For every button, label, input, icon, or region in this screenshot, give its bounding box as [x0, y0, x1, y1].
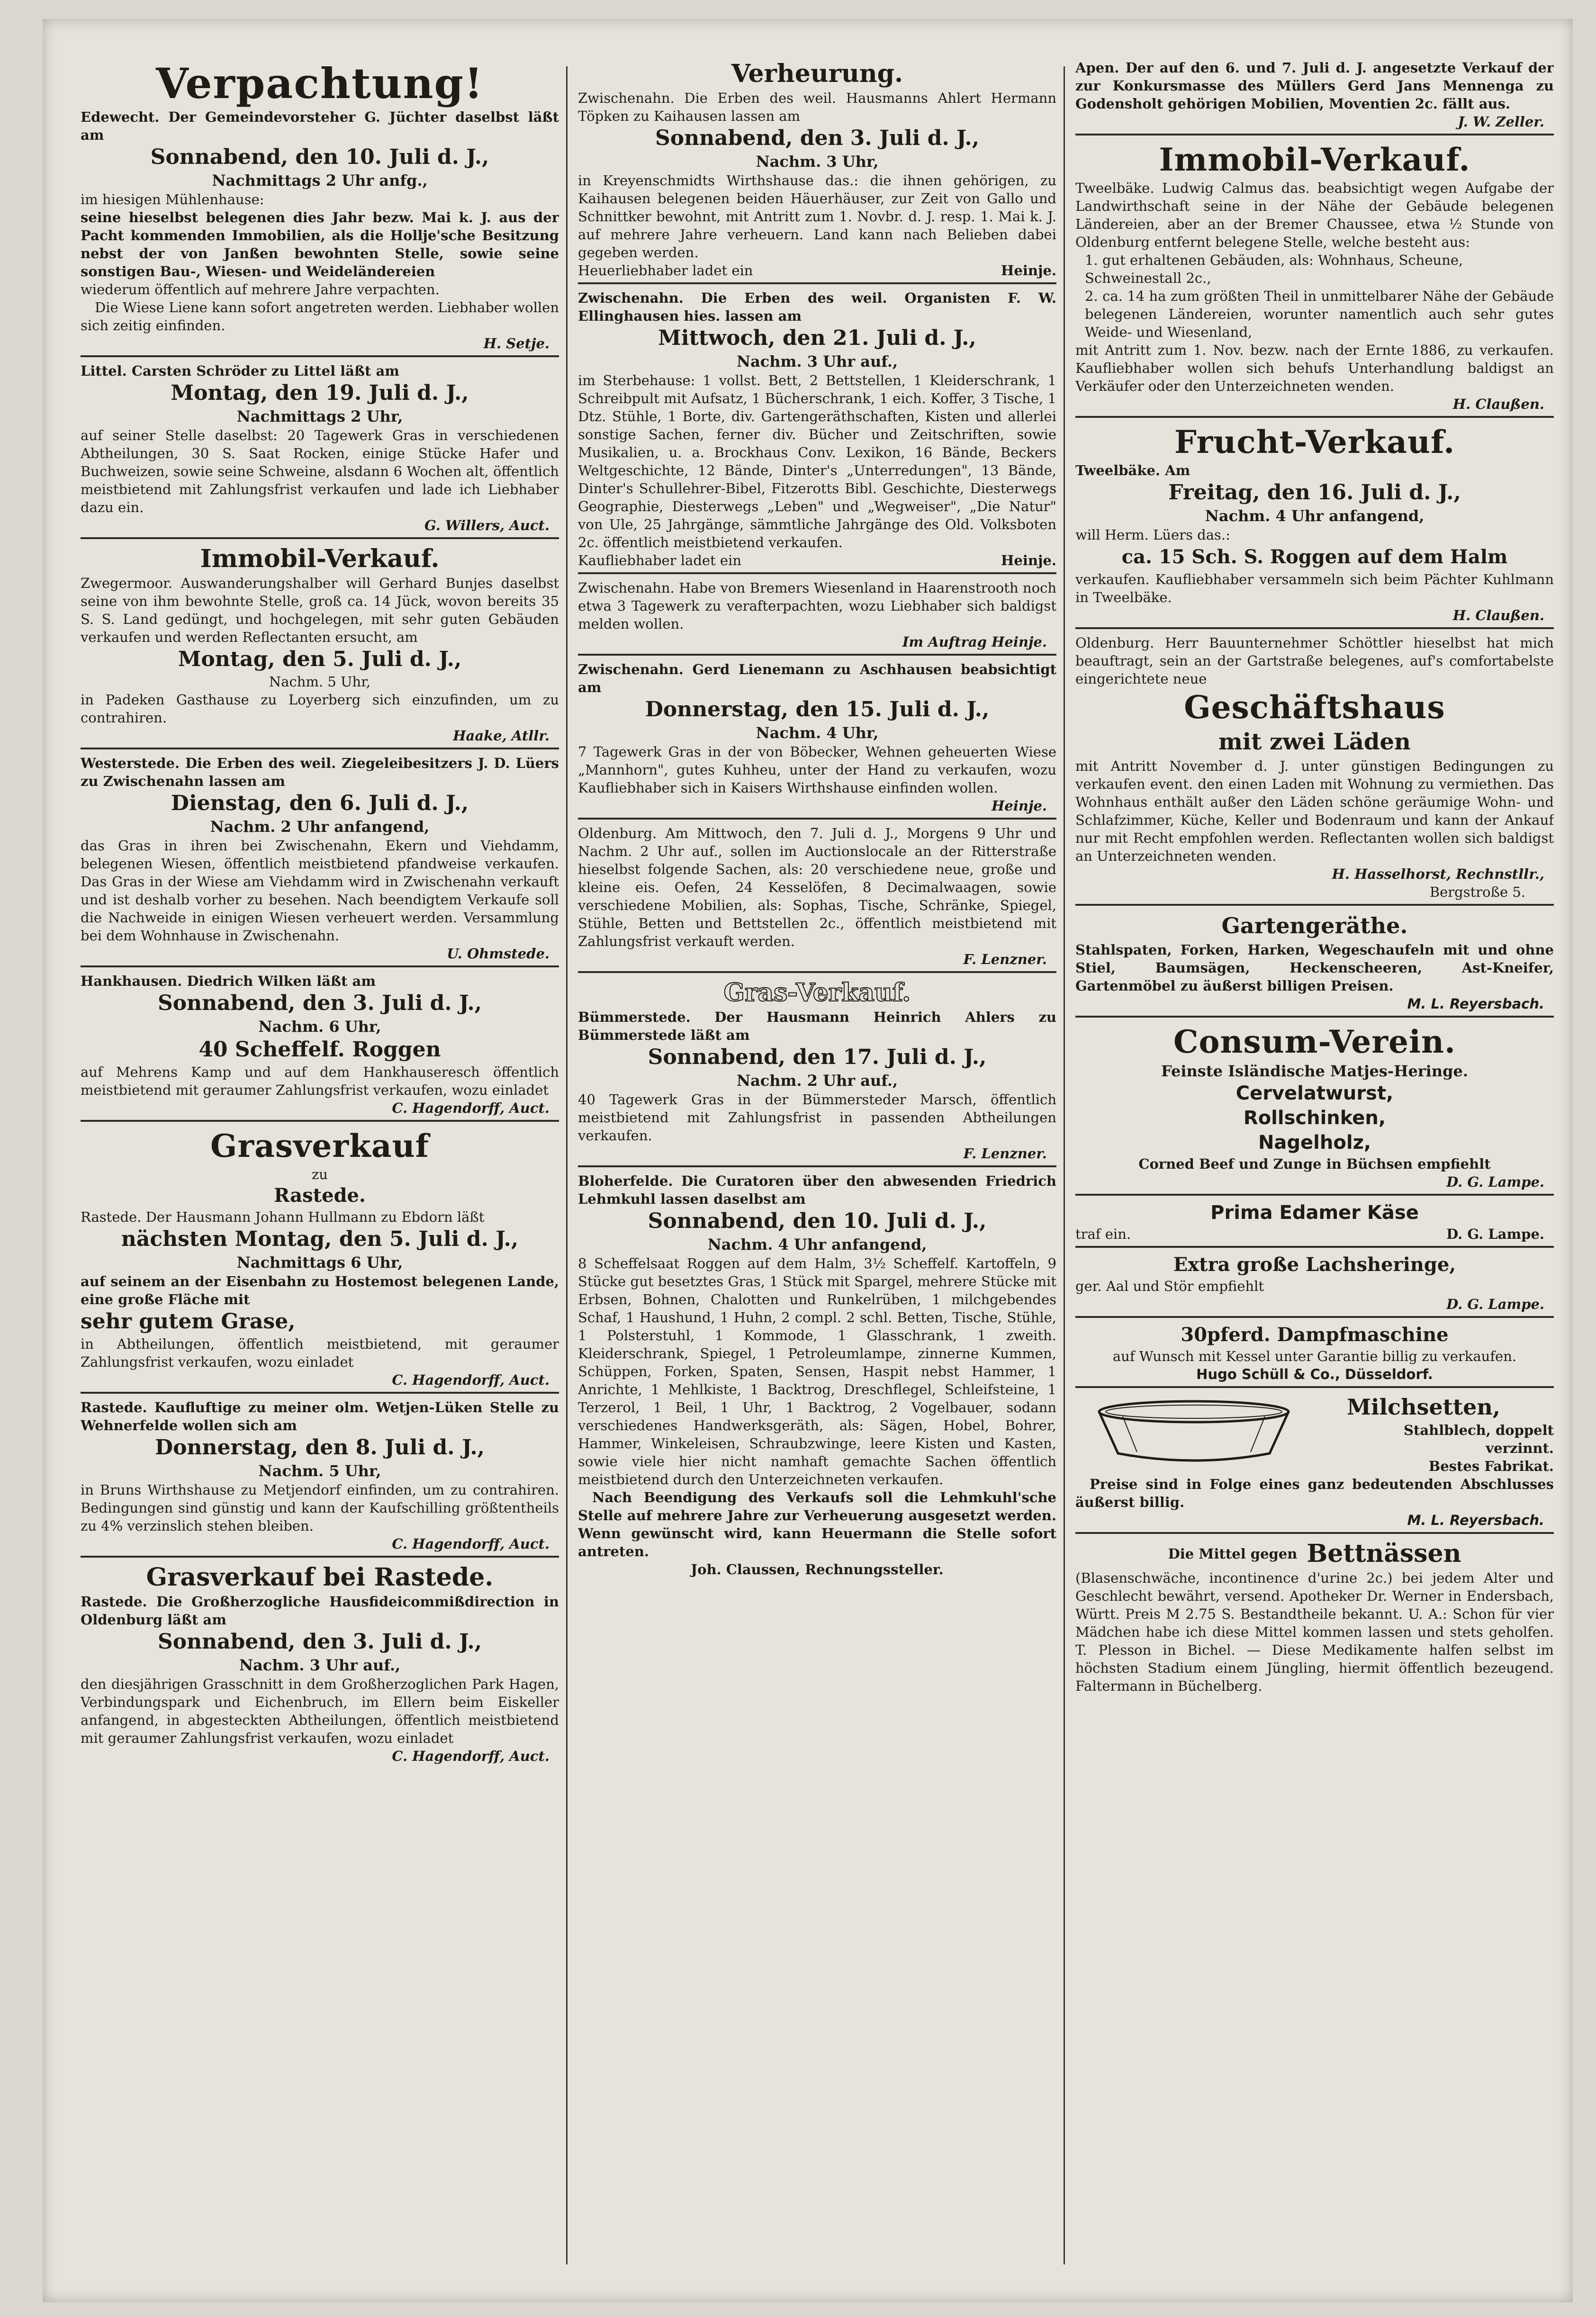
ad-product: Nagelholz, — [1258, 1132, 1371, 1154]
ad-time: Nachmittags 2 Uhr anfg., — [212, 171, 428, 189]
ad-intro: Bümmerstede. Der Hausmann Heinrich Ahlers zu Bümmerstede läßt am — [578, 1009, 1056, 1043]
ad-date: Montag, den 5. Juli d. J., — [178, 647, 462, 671]
ad-text: mit Antritt November d. J. unter günstigen Bedingungen zu verkaufen event. den einen Laden mit Wohnung zu vermiethen. Das Wohnhaus enthält außer den Läden schöne geräumige Wohn- und Schlafzimmer, Küche, Keller und Bodenraum und kann der Ankauf nur mit Recht empfohlen werden. Reflectanten wollen sich baldigst an Unterzeichneten wenden. — [1075, 758, 1554, 864]
ad-text: Die Wiese Liene kann sofort angetreten werden. Liebhaber wollen sich zeitig einfinden. — [81, 299, 559, 334]
ad-text: das Gras in ihren bei Zwischenahn, Ekern und Viehdamm, belegenen Wiesen, öffentlich meistbietend pfandweise verkaufen. Das Gras in der Wiese am Viehdamm wird in Zwischenahn verkauft und ist deshalb vorher zu besehen. Nach beendigtem Verkaufe soll die Nachweide in einigen Wiesen verheuert werden. Versammlung bei dem Wohnhause in Zwischenahn. — [81, 838, 559, 944]
ad-heading: 30pferd. Dampfmaschine — [1181, 1324, 1449, 1346]
ad-time: Nachm. 4 Uhr, — [756, 724, 879, 742]
ad-heading: Gras-Verkauf. — [723, 978, 911, 1007]
ad-verheuerung — [578, 57, 1056, 284]
ad-text: in Bruns Wirthshause zu Metjendorf einfinden, um zu contrahiren. Bedingungen sind günstig und kann der Kaufschilling größtentheils zu 4% verzinslich stehen bleiben. — [81, 1482, 559, 1534]
ad-westerstede — [81, 752, 559, 967]
ad-signature: Im Auftrag Heinje. — [902, 634, 1047, 650]
ad-gras-verkauf — [578, 976, 1056, 1167]
ad-text: auf Mehrens Kamp und auf dem Hankhauseresch öffentlich meistbietend mit geraumer Zahlungsfrist verkaufen, wozu einladet — [81, 1064, 559, 1098]
ad-time: Nachm. 5 Uhr, — [269, 674, 371, 690]
ad-text: auf seinem an der Eisenbahn zu Hostemost belegenen Lande, eine große Fläche mit — [81, 1273, 559, 1307]
ad-date: Sonnabend, den 3. Juli d. J., — [157, 1630, 482, 1654]
ad-bett-title — [1075, 1539, 1554, 1569]
ad-signature: H. Hasselhorst, Rechnstllr., — [1332, 866, 1544, 882]
ad-heading: Verheurung. — [731, 59, 903, 88]
ad-bloherfelde — [578, 1170, 1056, 1581]
ad-heading: Bettnässen — [1307, 1539, 1461, 1568]
ad-text: Zwischenahn. Habe von Bremers Wiesenland in Haarenstrooth noch etwa 3 Tagewerk zu verafterpachten, wozu Liebhaber sich baldigst melden wollen. — [578, 580, 1056, 632]
ad-heading: Immobil-Verkauf. — [1159, 141, 1470, 178]
ad-time: Nachm. 4 Uhr anfangend, — [1205, 507, 1425, 525]
ad-footer — [578, 551, 1056, 569]
column-rule — [1064, 66, 1065, 2264]
ad-consum-verein — [1075, 1020, 1554, 1196]
ad-list-item: 2. ca. 14 ha zum größten Theil in unmittelbarer Nähe der Gebäude belegenen Ländereien, worunter namentlich auch sehr gutes Weide- und Wiesenland, — [1085, 288, 1554, 340]
ad-signature: F. Lenzner. — [963, 1145, 1047, 1162]
ad-immobil-verkauf-tweelbaeke — [1075, 138, 1554, 418]
ad-text: Zwegermoor. Auswanderungshalber will Gerhard Bunjes daselbst seine von ihm bewohnte Stelle, groß ca. 14 Jück, wovon bereits 35 S. S. Land gedüngt, und hochgelegen, mit sehr guten Gebäuden verkaufen und werden Reflectanten ersucht, am — [81, 575, 559, 645]
ad-text: (Blasenschwäche, incontinence d'urine 2c.) bei jedem Alter und Geschlecht bewährt, versend. Apotheker Dr. Werner in Endersbach, Württ. Preis M 2.75 S. Bestandtheile bekannt. U. A.: Schon für vier Mädchen habe ich diese Mittel kommen lassen und stets geholfen. T. Plesson in Bichel. — Diese Medikamente halfen selbst im höchsten Stadium einem Jüngling, hiermit öffentlich bezeugend. Faltermann in Büchelberg. — [1075, 1570, 1554, 1694]
ad-rastede-stelle — [81, 1397, 559, 1558]
ad-geschaeftshaus — [1075, 632, 1554, 906]
ad-date: Mittwoch, den 21. Juli d. J., — [658, 326, 976, 350]
ad-time: Nachm. 5 Uhr, — [258, 1462, 381, 1480]
ad-intro: Tweelbäke. Am — [1075, 462, 1190, 478]
ad-text: 7 Tagewerk Gras in der von Böbecker, Wehnen geheuerten Wiese „Mannhorn", gutes Kuhheu, unter der Hand zu verkaufen, wozu Kaufliebhaber sich in Kaisers Wirthshause einfinden wollen. — [578, 744, 1056, 796]
ad-text: traf ein. — [1075, 1226, 1131, 1242]
ad-signature: D. G. Lampe. — [1446, 1174, 1544, 1190]
ad-heading: Verpachtung! — [156, 59, 484, 108]
ad-signature: F. Lenzner. — [963, 951, 1047, 967]
ad-signature: J. W. Zeller. — [1458, 114, 1544, 130]
ad-footer — [578, 261, 1056, 279]
ad-time: Nachmittags 6 Uhr, — [236, 1253, 403, 1271]
ad-text: 8 Scheffelsaat Roggen auf dem Halm, 3½ Scheffelf. Kartoffeln, 9 Stücke gut besetztes Gras, 1 Stück mit Spargel, mehrere Stücke mit Erbsen, Bohnen, Chalotten und Runkelrüben, 1 milchgebendes Schaf, 1 Haushund, 1 Huhn, 2 compl. 2 schl. Betten, Tische, Stühle, 1 Polsterstuhl, 1 Kommode, 1 Glasschrank, 1 zweith. Kleiderschrank, Spiegel, 1 Petroleumlampe, zinnerne Kummen, Schüppen, Forken, Spaten, Sensen, Haspit nebst Hammer, 1 Anrichte, 1 Mehlkiste, 1 Backtrog, Dreschflegel, Schleifsteine, 1 Terzerol, 1 Beil, 1 Uhr, 1 Backtrog, 2 Vogelbauer, sodann verschiedenes Handwerksgeräth, als: Sägen, Hobel, Bohrer, Hammer, Winkeleisen, Schraubzwinge, leere Kisten und Kasten, sowie viele hier nicht namhaft gemachte Sachen öffentlich meistbietend durch den Unterzeichneten verkaufen. — [578, 1255, 1056, 1488]
column-left — [81, 57, 559, 2283]
ad-bettnaessen — [1075, 1537, 1554, 1698]
ad-intro: Zwischenahn. Gerd Lienemann zu Aschhausen beabsichtigt am — [578, 661, 1056, 695]
ad-product: Rollschinken, — [1243, 1107, 1386, 1129]
ad-heading: Frucht-Verkauf. — [1174, 424, 1455, 460]
ad-grasverkauf-rastede — [81, 1125, 559, 1394]
ad-signature: Hugo Schüll & Co., Düsseldorf. — [1196, 1366, 1433, 1382]
ad-subheading: mit zwei Läden — [1218, 729, 1411, 755]
ad-signature: H. Setje. — [483, 335, 550, 352]
ad-date: Donnerstag, den 15. Juli d. J., — [645, 697, 990, 721]
ad-date: Sonnabend, den 3. Juli d. J., — [655, 126, 980, 150]
ad-heading: Grasverkauf — [210, 1127, 430, 1164]
ad-subheading: verzinnt. — [1486, 1440, 1554, 1456]
ad-signature: C. Hagendorff, Auct. — [392, 1372, 550, 1388]
ad-time: Nachm. 3 Uhr auf., — [736, 352, 898, 370]
ad-list-item: 1. gut erhaltenen Gebäuden, als: Wohnhaus, Scheune, Schweinestall 2c., — [1085, 252, 1463, 286]
ad-address: Bergstroße 5. — [1429, 884, 1525, 900]
ad-signature: Heinje. — [1001, 552, 1056, 568]
ad-verpachtung — [81, 57, 559, 357]
ad-intro: Westerstede. Die Erben des weil. Ziegeleibesitzers J. D. Lüers zu Zwischenahn lassen am — [81, 755, 559, 789]
ad-text: wiederum öffentlich auf mehrere Jahre verpachten. — [81, 281, 440, 298]
ad-grasverkauf-bei-rastede — [81, 1560, 559, 1768]
ad-date: Sonnabend, den 17. Juli d. J., — [648, 1045, 987, 1069]
ad-footer — [1075, 1225, 1554, 1243]
ad-intro: Zwischenahn. Die Erben des weil. Organisten F. W. Ellinghausen hies. lassen am — [578, 290, 1056, 324]
ad-apen — [1075, 57, 1554, 135]
ad-date: Montag, den 19. Juli d. J., — [171, 381, 469, 405]
ad-dampfmaschine — [1075, 1321, 1554, 1388]
ad-date: Dienstag, den 6. Juli d. J., — [171, 791, 469, 815]
ad-hankhausen — [81, 970, 559, 1122]
ad-text: mit Antritt zum 1. Nov. bezw. nach der Ernte 1886, zu verkaufen. Kaufliebhaber wollen sich behufs Unterhandlung baldigst an Verkäufer oder den Unterzeichneten wenden. — [1075, 342, 1554, 394]
ad-text: auf Wunsch mit Kessel unter Garantie billig zu verkaufen. — [1112, 1348, 1517, 1364]
ad-time: Nachm. 4 Uhr anfangend, — [707, 1235, 927, 1253]
ad-heading: Milchsetten, — [1347, 1394, 1500, 1420]
ad-text: auf seiner Stelle daselbst: 20 Tagewerk Gras in verschiedenen Abtheilungen, 30 S. Saat Rocken, einige Stücke Hafer und Buchweizen, sowie seine Schweine, alsdann 6 Wochen alt, öffentlich meistbietend mit Zahlungsfrist verkaufen und lade ich Liebhaber dazu ein. — [81, 427, 559, 515]
ad-heading: Gartengeräthe. — [1221, 913, 1408, 938]
ad-highlight: ca. 15 Sch. S. Roggen auf dem Halm — [1121, 546, 1508, 568]
ad-signature: D. G. Lampe. — [1446, 1226, 1544, 1242]
ad-subheading: Feinste Isländische Matjes-Heringe. — [1161, 1062, 1468, 1080]
ad-frucht-verkauf — [1075, 421, 1554, 629]
ad-product: Cervelatwurst, — [1235, 1082, 1394, 1104]
ad-signature: D. G. Lampe. — [1446, 1296, 1544, 1312]
ad-text: Oldenburg. Am Mittwoch, den 7. Juli d. J., Morgens 9 Uhr und Nachm. 2 Uhr auf., sollen im Auctionslocale an der Ritterstraße hieselbst folgende Sachen, als: 20 verschiedene neue, große und kleine eis. Oefen, 24 Kesselöfen, 8 Decimalwaagen, sowie verschiedene Mobilien, als: Sophas, Tische, Schränke, Spiegel, Stühle, Betten und Bettstellen 2c., öffentlich meistbietend mit Zahlungsfrist verkauft werden. — [578, 825, 1056, 949]
ad-signature: M. L. Reyersbach. — [1407, 1512, 1544, 1528]
ad-subheading: Stahlblech, doppelt — [1404, 1422, 1554, 1438]
ad-ellinghausen — [578, 287, 1056, 574]
ad-heading: Immobil-Verkauf. — [200, 544, 440, 573]
ad-signature: U. Ohmstede. — [447, 946, 550, 962]
ad-lachsheringe — [1075, 1251, 1554, 1318]
ad-intro: Zwischenahn. Die Erben des weil. Hausmanns Ahlert Hermann Töpken zu Kaihausen lassen am — [578, 90, 1056, 124]
ad-time: Nachm. 6 Uhr, — [258, 1018, 381, 1036]
ad-signature: H. Claußen. — [1452, 396, 1544, 412]
ad-text: in Abtheilungen, öffentlich meistbietend, mit geraumer Zahlungsfrist verkaufen, wozu einladet — [81, 1336, 559, 1370]
ad-heading: Grasverkauf bei Rastede. — [146, 1563, 494, 1592]
ad-text: ger. Aal und Stör empfiehlt — [1075, 1278, 1264, 1294]
ad-time: Nachmittags 2 Uhr, — [236, 407, 403, 425]
ad-text: zu — [312, 1166, 328, 1182]
ad-intro: Bloherfelde. Die Curatoren über den abwesenden Friedrich Lehmkuhl lassen daselbst am — [578, 1173, 1056, 1207]
ad-time: Nachm. 3 Uhr auf., — [239, 1656, 401, 1674]
ad-milch-top — [1075, 1393, 1554, 1475]
ad-text: Die Mittel gegen — [1168, 1546, 1298, 1562]
ad-subheading: Bestes Fabrikat. — [1428, 1458, 1554, 1474]
ad-intro: Oldenburg. Herr Bauunternehmer Schöttler hieselbst hat mich beauftragt, sein an der Gartstraße belegenes, auf's comfortabelste eingerichtete neue — [1075, 635, 1554, 687]
ad-text: Stahlspaten, Forken, Harken, Wegeschaufeln mit und ohne Stiel, Baumsägen, Heckenscheeren, Ast-Kneifer, Gartenmöbel zu äußerst billigen Preisen. — [1075, 942, 1554, 994]
ad-text: Tweelbäke. Ludwig Calmus das. beabsichtigt wegen Aufgabe der Landwirthschaft seine in der Nähe der Gebäude belegenen Ländereien, aber an der Bremer Chaussee, etwa ½ Stunde von Oldenburg entfernt belegene Stelle, welche besteht aus: — [1075, 180, 1554, 250]
ad-subheading: Rastede. — [274, 1184, 366, 1207]
ad-bremers-wiesenland — [578, 577, 1056, 656]
milk-pan-illustration — [1094, 1397, 1293, 1464]
ad-signature: Joh. Claussen, Rechnungssteller. — [691, 1561, 944, 1578]
ad-text: Heuerliebhaber ladet ein — [578, 262, 753, 279]
ad-date: Freitag, den 16. Juli d. J., — [1168, 480, 1461, 505]
ad-heading: Geschäftshaus — [1184, 689, 1445, 726]
ad-text: den diesjährigen Grasschnitt in dem Großherzoglichen Park Hagen, Verbindungspark und Eichenbruch, im Ellern beim Eiskeller anfangend, in abgesteckten Abtheilungen, öffentlich meistbietend mit geraumer Zahlungsfrist verkaufen, wozu einladet — [81, 1676, 559, 1746]
ad-date: Donnerstag, den 8. Juli d. J., — [155, 1435, 485, 1460]
ad-intro: Littel. Carsten Schröder zu Littel läßt am — [81, 363, 399, 379]
ad-text: will Herm. Lüers das.: — [1075, 527, 1230, 543]
ad-signature: Heinje. — [1001, 262, 1056, 279]
ad-date: Sonnabend, den 10. Juli d. J., — [150, 145, 489, 169]
ad-text: Apen. Der auf den 6. und 7. Juli d. J. angesetzte Verkauf der zur Konkursmasse des Müllers Gerd Jans Mennenga zu Godensholt gehörigen Mobilien, Moventien 2c. fällt aus. — [1075, 60, 1554, 112]
ad-lienemann — [578, 658, 1056, 820]
ad-intro: Hankhausen. Diedrich Wilken läßt am — [81, 973, 376, 989]
ad-heading: Extra große Lachsheringe, — [1173, 1253, 1456, 1276]
ad-heading: Prima Edamer Käse — [1210, 1202, 1419, 1224]
ad-highlight: sehr gutem Grase, — [81, 1309, 296, 1334]
ad-highlight: 40 Scheffelf. Roggen — [198, 1037, 441, 1062]
ad-date: Sonnabend, den 10. Juli d. J., — [648, 1209, 987, 1233]
column-middle — [578, 57, 1056, 2283]
ad-text: im Sterbehause: 1 vollst. Bett, 2 Bettstellen, 1 Kleiderschrank, 1 Schreibpult mit Aufsatz, 1 Bücherschrank, 1 eich. Koffer, 3 Tische, 1 Dtz. Stühle, 1 Borte, div. Gartengeräthschaften, Kisten und allerlei sonstige Sachen, ferner div. Bücher und Zeitschriften, sowie Musikalien, u. a. Brockhaus Conv. Lexikon, 16 Bände, Beckers Weltgeschichte, 12 Bände, Dinter's „Unterredungen", 13 Bände, Dinter's Schullehrer-Bibel, Fitzerotts Bibl. Geschichte, Diesterwegs Geographie, Diesterwegs „Leben" und „Wegweiser", „Die Natur" von Ule, 25 Jahrgänge, sämmtliche Jahrgänge des Old. Volksboten 2c. öffentlich meistbietend verkaufen. — [578, 372, 1056, 550]
ad-intro: Edewecht. Der Gemeindevorsteher G. Jüchter daselbst läßt am — [81, 109, 559, 143]
ad-milchsetten — [1075, 1391, 1554, 1534]
column-rule — [566, 66, 568, 2264]
newspaper-page — [43, 19, 1573, 2302]
ad-time: Nachm. 2 Uhr anfangend, — [210, 818, 430, 836]
ad-signature: C. Hagendorff, Auct. — [392, 1536, 550, 1552]
ad-signature: G. Willers, Auct. — [424, 517, 550, 533]
ad-milch-title — [1293, 1393, 1554, 1475]
ad-text: Preise sind in Folge eines ganz bedeutenden Abschlusses äußerst billig. — [1075, 1476, 1554, 1510]
ad-date: Sonnabend, den 3. Juli d. J., — [157, 991, 482, 1015]
column-right — [1075, 57, 1554, 2283]
ad-signature: H. Claußen. — [1452, 607, 1544, 623]
ad-signature: Haake, Atllr. — [453, 728, 550, 744]
ad-time: Nachm. 3 Uhr, — [756, 153, 879, 171]
ad-edamer-kaese — [1075, 1199, 1554, 1248]
ad-intro: Rastede. Der Hausmann Johann Hullmann zu Ebdorn läßt — [81, 1209, 485, 1225]
ad-gartengeraethe — [1075, 909, 1554, 1018]
ad-signature: M. L. Reyersbach. — [1407, 996, 1544, 1012]
ad-immobil-verkauf — [81, 542, 559, 749]
ad-heading: Consum-Verein. — [1173, 1023, 1456, 1060]
ad-oldenburg-auction — [578, 822, 1056, 973]
ad-text: in Kreyenschmidts Wirthshause das.: die ihnen gehörigen, zu Kaihausen belegenen beiden Häuerhäuser, zur Zeit von Gallo und Schnittker bewohnt, mit Antritt zum 1. Novbr. d. J. resp. 1. Mai k. J. auf mehrere Jahre verheuern. Land kann nach Belieben dabei gegeben werden. — [578, 172, 1056, 261]
ad-text: in Padeken Gasthause zu Loyerberg sich einzufinden, um zu contrahiren. — [81, 692, 559, 726]
ad-text: verkaufen. Kaufliebhaber versammeln sich beim Pächter Kuhlmann in Tweelbäke. — [1075, 571, 1554, 605]
ad-text: Nach Beendigung des Verkaufs soll die Lehmkuhl'sche Stelle auf mehrere Jahre zur Verheuerung ausgesetzt werden. Wenn gewünscht wird, kann Heuermann die Stelle sofort antreten. — [578, 1489, 1056, 1560]
ad-text: Corned Beef und Zunge in Büchsen empfiehlt — [1138, 1156, 1491, 1172]
ad-intro: Rastede. Die Großherzogliche Hausfideicommißdirection in Oldenburg läßt am — [81, 1594, 559, 1628]
ad-text: seine hieselbst belegenen dies Jahr bezw. Mai k. J. aus der Pacht kommenden Immobilien, als die Hollje'sche Besitzung nebst der von Janßen bewohnten Stelle, sowie seine sonstigen Bau-, Wiesen- und Weideländereien — [81, 209, 559, 279]
ad-littel — [81, 360, 559, 539]
ad-text: 40 Tagewerk Gras in der Bümmersteder Marsch, öffentlich meistbietend mit Zahlungsfrist in passenden Abtheilungen verkaufen. — [578, 1091, 1056, 1144]
ad-intro: Rastede. Kaufluftige zu meiner olm. Wetjen-Lüken Stelle zu Wehnerfelde wollen sich am — [81, 1399, 559, 1433]
ad-signature: C. Hagendorff, Auct. — [392, 1100, 550, 1116]
ad-date: nächsten Montag, den 5. Juli d. J., — [121, 1227, 519, 1251]
ad-text: Kaufliebhaber ladet ein — [578, 552, 742, 568]
ad-text: im hiesigen Mühlenhause: — [81, 191, 264, 207]
ad-signature: Heinje. — [992, 798, 1047, 814]
ad-signature: C. Hagendorff, Auct. — [392, 1748, 550, 1764]
ad-time: Nachm. 2 Uhr auf., — [736, 1072, 898, 1090]
